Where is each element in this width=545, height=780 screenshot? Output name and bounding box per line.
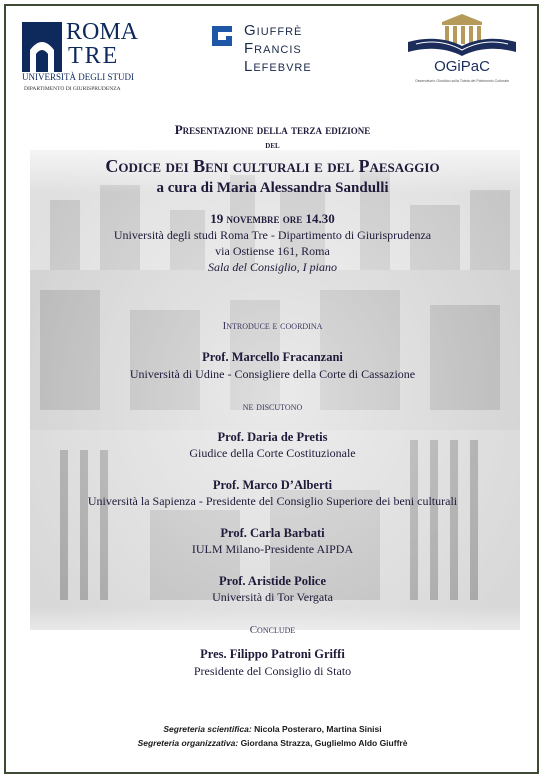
giuffre-line1: Giuffrè	[244, 22, 303, 39]
giuffre-logo	[210, 22, 340, 80]
ogipac-tagline: Osservatorio Giuridico sulla Tutela del Patrimonio Culturale	[414, 79, 510, 83]
roma-tre-line3: UNIVERSITÀ DEGLI STUDI	[22, 72, 134, 82]
giuffre-line3: Lefebvre	[244, 58, 312, 75]
segreteria-organizzativa-names: Giordana Strazza, Guglielmo Aldo Giuffrè	[240, 738, 408, 748]
closer-name: Pres. Filippo Patroni Griffi	[200, 647, 345, 661]
roma-tre-line2: TRE	[68, 43, 120, 69]
roma-tre-line1: ROMA	[66, 19, 139, 45]
roma-tre-emblem-icon	[22, 22, 62, 72]
speaker-name: Prof. Marco D’Alberti	[212, 478, 333, 492]
speaker-affiliation: Giudice della Corte Costituzionale	[189, 446, 356, 460]
event-room: Sala del Consiglio, I piano	[208, 260, 337, 274]
closer-affiliation: Presidente del Consiglio di Stato	[193, 664, 352, 678]
speaker-name: Prof. Daria de Pretis	[217, 430, 328, 444]
speaker-affiliation: Università di Tor Vergata	[212, 590, 333, 604]
speaker-affiliation: Università la Sapienza - Presidente del Consiglio Superiore dei beni culturali	[87, 494, 458, 508]
del-label: del	[265, 140, 280, 151]
event-venue: Università degli studi Roma Tre - Dipartimento di Giurisprudenza	[113, 228, 432, 242]
codice-title: Codice dei Beni culturali e del Paesaggio	[105, 156, 440, 176]
roma-tre-line4: DIPARTIMENTO DI GIURISPRUDENZA	[24, 86, 121, 92]
ogipac-name: OGiPaC	[434, 58, 490, 75]
temple-book-icon	[398, 12, 526, 60]
moderator-affiliation: Università di Udine - Consigliere della Corte di Cassazione	[129, 367, 416, 381]
discutono-label: ne discutono	[242, 401, 303, 413]
giuffre-line2: Francis	[244, 40, 302, 57]
segreteria-scientifica-names: Nicola Posteraro, Martina Sinisi	[254, 724, 382, 734]
segreteria-organizzativa-label: Segreteria organizzativa:	[137, 738, 239, 748]
ogipac-logo	[398, 12, 526, 92]
speaker-affiliation: IULM Milano-Presidente AIPDA	[191, 542, 354, 556]
moderator-name: Prof. Marcello Fracanzani	[202, 350, 343, 364]
segreteria-organizzativa	[0, 738, 545, 748]
segreteria-scientifica-label: Segreteria scientifica:	[163, 724, 252, 734]
introduce-label: Introduce e coordina	[222, 320, 323, 332]
event-date: 19 novembre ore 14.30	[210, 211, 335, 226]
segreteria-scientifica	[0, 724, 545, 734]
editor-line: a cura di Maria Alessandra Sandulli	[156, 180, 389, 196]
roma-tre-logo	[22, 19, 142, 94]
speaker-name: Prof. Aristide Police	[218, 574, 327, 588]
giuffre-mark-icon	[210, 24, 234, 48]
presentation-heading: Presentazione della terza edizione	[174, 122, 371, 137]
conclude-label: Conclude	[249, 624, 296, 636]
speaker-name: Prof. Carla Barbati	[220, 526, 325, 540]
event-address: via Ostiense 161, Roma	[215, 244, 330, 258]
